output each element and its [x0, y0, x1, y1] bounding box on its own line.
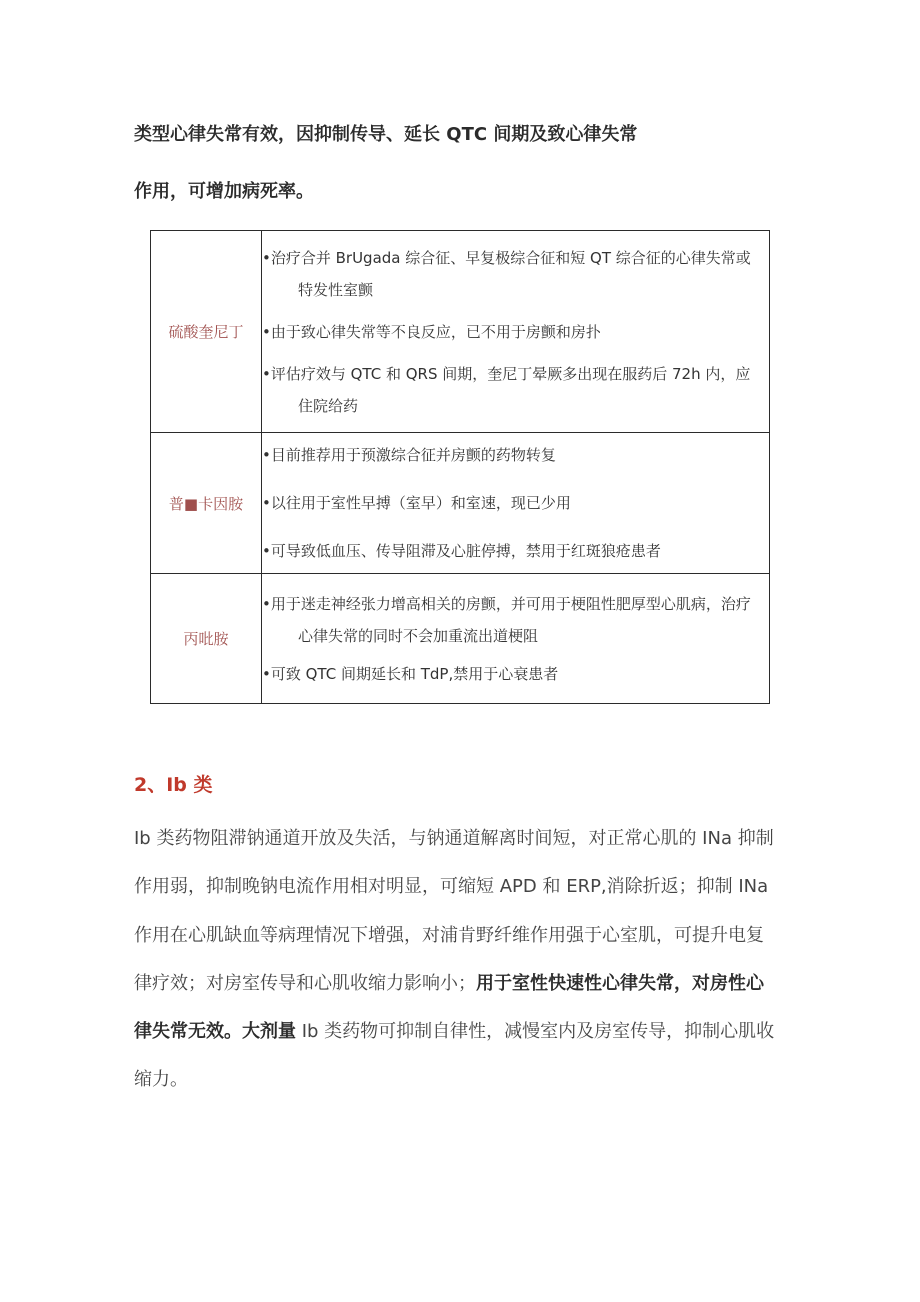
paragraph-line — [134, 863, 794, 911]
note-item — [262, 358, 769, 422]
section-heading: 2、Ib 类 — [134, 774, 213, 796]
note-item — [262, 535, 769, 567]
note-line-continued: 特发性室颤 — [298, 280, 374, 299]
paragraph-text: Ib 类药物可抑制自律性，减慢室内及房室传导，抑制心肌收 — [296, 1021, 775, 1043]
body-paragraph — [134, 815, 794, 1105]
table-row — [151, 433, 770, 574]
note-item — [262, 658, 769, 690]
note-line: •可导致低血压、传导阻滞及心脏停搏，禁用于红斑狼疮患者 — [262, 542, 661, 560]
paragraph-text: Ib 类药物阻滞钠通道开放及失活，与钠通道解离时间短，对正常心肌的 INa 抑制 — [134, 828, 774, 849]
paragraph-text: 作用在心肌缺血等病理情况下增强，对浦肯野纤维作用强于心室肌，可提升电复 — [134, 924, 764, 946]
note-item — [262, 316, 769, 348]
intro-text-line-1: 类型心律失常有效，因抑制传导、延长 QTC 间期及致心律失常 — [134, 124, 638, 145]
drug-name-cell: 硫酸奎尼丁 — [151, 231, 262, 433]
paragraph-line — [134, 912, 794, 960]
note-line: •以往用于室性早搏（室早）和室速，现已少用 — [262, 494, 571, 512]
paragraph-text: 作用弱，抑制晚钠电流作用相对明显，可缩短 APD 和 ERP,消除折返；抑制 INa — [134, 876, 769, 898]
note-line: •评估疗效与 QTC 和 QRS 间期，奎尼丁晕厥多出现在服药后 72h 内，应 — [262, 364, 751, 383]
paragraph-text: 律疗效；对房室传导和心肌收缩力影响小； — [134, 972, 476, 994]
note-line: •目前推荐用于预激综合征并房颤的药物转复 — [262, 446, 556, 464]
note-line: •由于致心律失常等不良反应，已不用于房颤和房扑 — [262, 322, 601, 341]
drug-notes-cell — [262, 574, 770, 704]
antiarrhythmic-drug-table — [150, 230, 770, 704]
drug-notes-cell — [262, 231, 770, 433]
note-item — [262, 242, 769, 306]
note-line: •治疗合并 BrUgada 综合征、早复极综合征和短 QT 综合征的心律失常或 — [262, 248, 751, 267]
drug-name-cell: 普■卡因胺 — [151, 433, 262, 574]
drug-notes-cell — [262, 433, 770, 574]
table-row — [151, 231, 770, 433]
paragraph-bold-text: 律失常无效。大剂量 — [134, 1021, 296, 1043]
paragraph-text: 缩力。 — [134, 1069, 188, 1091]
paragraph-bold-text: 用于室性快速性心律失常，对房性心 — [476, 972, 764, 994]
drug-name-cell: 丙吡胺 — [151, 574, 262, 704]
table-row — [151, 574, 770, 704]
paragraph-line — [134, 1056, 794, 1104]
note-item — [262, 439, 769, 471]
note-line: •可致 QTC 间期延长和 TdP,禁用于心衰患者 — [262, 664, 559, 683]
paragraph-line — [134, 815, 794, 863]
note-item — [262, 487, 769, 519]
paragraph-line — [134, 1008, 794, 1056]
note-line-continued: 心律失常的同时不会加重流出道梗阻 — [298, 626, 539, 645]
paragraph-line — [134, 960, 794, 1008]
note-line-continued: 住院给药 — [298, 396, 359, 415]
note-item — [262, 588, 769, 652]
note-line: •用于迷走神经张力增高相关的房颤，并可用于梗阻性肥厚型心肌病，治疗 — [262, 594, 751, 613]
intro-text-line-2: 作用，可增加病死率。 — [134, 181, 314, 202]
